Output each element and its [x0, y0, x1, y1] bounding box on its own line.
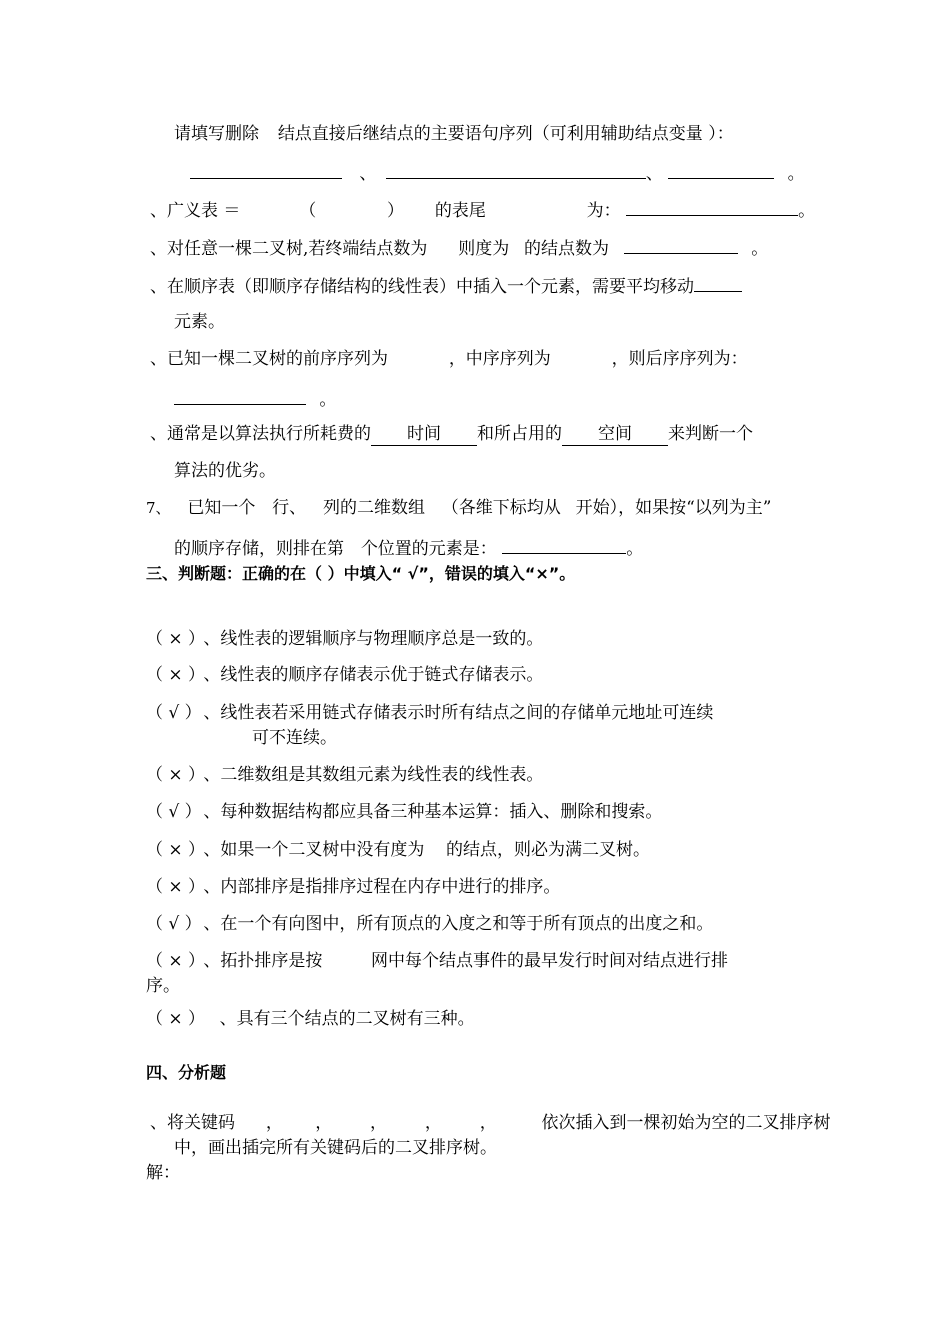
judge-text: 、每种数据结构都应具备三种基本运算：插入、删除和搜索。 [203, 802, 663, 822]
judge-text: 、线性表的顺序存储表示优于链式存储表示。 [203, 665, 544, 685]
answer-time-text: 时间 [407, 424, 441, 444]
judge-item [146, 913, 713, 935]
fill-q5-text-b: ，中序序列为 [448, 349, 551, 369]
judge-text: 、二维数组是其数组元素为线性表的线性表。 [203, 765, 544, 785]
fill-q7-line-2 [174, 535, 643, 560]
judge-text: 、内部排序是指排序过程在内存中进行的排序。 [203, 877, 561, 897]
fill-q7-text-c: 列的二维数组 [322, 498, 425, 518]
judge-mark[interactable]: （ × ） [146, 840, 206, 860]
fill-q3-text-c: 的结点数为 [524, 239, 610, 259]
period: 。 [787, 164, 805, 184]
fill-q6-text-d: 算法的优劣。 [174, 461, 276, 481]
judge-text: 、在一个有向图中，所有顶点的入度之和等于所有顶点的出度之和。 [203, 914, 714, 934]
period: 。 [751, 239, 769, 259]
fill-q4-text-a: 、在顺序表（即顺序存储结构的线性表）中插入一个元素，需要平均移动 [150, 277, 694, 297]
fill-q3-text-b: 则度为 [458, 239, 510, 259]
fill-q4-line [150, 273, 742, 298]
answer-blank-q3[interactable] [624, 235, 738, 254]
judge-mark[interactable]: （ × ） [146, 665, 206, 685]
judge-item-continuation: 序。 [146, 976, 180, 996]
fill-q6-line-2 [174, 460, 276, 482]
answer-blank-2[interactable] [386, 160, 646, 179]
fill-q2-text-d: 的表尾 [434, 201, 486, 221]
analysis-q1-line [150, 1112, 831, 1134]
judge-mark[interactable]: （ √ ） [146, 802, 202, 822]
judge-item [146, 876, 560, 898]
fill-q6-text-a: 、通常是以算法执行所耗费的 [150, 424, 371, 444]
fill-q5-line-2 [174, 386, 336, 411]
answer-space[interactable] [562, 423, 668, 446]
separator: 、 [645, 164, 663, 184]
judge-item [146, 764, 543, 786]
judge-mark[interactable]: （ √ ） [146, 703, 202, 723]
judge-item [146, 664, 543, 686]
fill-q7-text-f: 的顺序存储，则排在第 [174, 539, 344, 559]
fill-q4-line-2 [174, 311, 225, 333]
period: 。 [319, 390, 337, 410]
answer-blank-q7[interactable] [502, 535, 626, 554]
answer-space-text: 空间 [598, 424, 632, 444]
fill-q2-text-a: 、广义表 ＝ [150, 201, 241, 221]
judge-mark[interactable]: （ × ） [146, 1009, 206, 1029]
fill-q5-text-c: ，则后序序列为： [611, 349, 748, 369]
fill-q6-text-b: 和所占用的 [477, 424, 562, 444]
fill-q5-text-a: 、已知一棵二叉树的前序序列为 [150, 349, 388, 369]
judge-text: 、拓扑排序是按 网中每个结点事件的最早发行时间对结点进行排 [203, 951, 729, 971]
fill-q3-line [150, 235, 768, 260]
fill-q2-text-e: 为： [586, 201, 621, 221]
section-analysis-title: 四、分析题 [146, 1063, 227, 1082]
fill-q1-blanks [190, 160, 805, 185]
judge-item [146, 839, 650, 861]
fill-q6-line [150, 423, 753, 446]
judge-item [146, 950, 728, 972]
fill-q5-line [150, 348, 748, 370]
fill-q7-text-d: （各维下标均从 [441, 498, 561, 518]
answer-blank-1[interactable] [190, 160, 342, 179]
judge-mark[interactable]: （ √ ） [146, 914, 202, 934]
separator: 、 [359, 164, 377, 184]
paren-open: （ [299, 201, 317, 221]
analysis-q1-line-2: 中，画出插完所有关键码后的二叉排序树。 [174, 1138, 497, 1158]
paren-close: ） [387, 201, 405, 221]
analysis-q1-commas: ， ， ， ， ， [265, 1113, 497, 1133]
fill-q7-line [146, 497, 772, 519]
judge-mark[interactable]: （ × ） [146, 951, 206, 971]
judge-mark[interactable]: （ × ） [146, 629, 206, 649]
judge-item [146, 801, 662, 823]
judge-mark[interactable]: （ × ） [146, 877, 206, 897]
fill-q1-text-b: 结点直接后继结点的主要语句序列（可利用辅助结点变量 ）： [277, 124, 734, 144]
answer-blank-3[interactable] [668, 160, 774, 179]
fill-q6-text-c: 来判断一个 [668, 424, 753, 444]
judge-item [146, 1008, 475, 1030]
judge-text: 、具有三个结点的二叉树有三种。 [203, 1009, 475, 1029]
answer-blank-q5[interactable] [174, 386, 306, 405]
analysis-q1-text-b: 依次插入到一棵初始为空的二叉排序树 [541, 1113, 831, 1133]
judge-mark[interactable]: （ × ） [146, 765, 206, 785]
fill-q3-text-a: 、对任意一棵二叉树,若终端结点数为 [150, 239, 428, 259]
judge-item [146, 702, 713, 724]
period: 。 [798, 201, 816, 221]
analysis-answer-label: 解： [146, 1163, 180, 1183]
analysis-q1-text-a: 、将关键码 [150, 1113, 235, 1133]
judge-item-continuation: 可不连续。 [252, 728, 337, 748]
fill-q2-line [150, 197, 815, 222]
section-judge-title: 三、判断题：正确的在（ ）中填入“ √”，错误的填入“×”。 [146, 564, 576, 583]
judge-text: 、如果一个二叉树中没有度为 的结点，则必为满二叉树。 [203, 840, 651, 860]
fill-q1-line [174, 123, 734, 145]
period: 。 [626, 539, 644, 559]
answer-time[interactable] [371, 423, 477, 446]
judge-text: 、线性表的逻辑顺序与物理顺序总是一致的。 [203, 629, 544, 649]
fill-q7-text-e: 开始），如果按“以列为主” [575, 498, 772, 518]
fill-q1-text-a: 请填写删除 [174, 124, 259, 144]
fill-q7-text-a: 已知一个 [187, 498, 256, 518]
fill-q7-number: 7、 [146, 499, 171, 517]
fill-q4-text-b: 元素。 [174, 312, 225, 332]
answer-blank-q4[interactable] [694, 273, 742, 292]
fill-q7-text-g: 个位置的元素是： [360, 539, 497, 559]
answer-blank-q2[interactable] [626, 197, 798, 216]
judge-item [146, 628, 543, 650]
fill-q7-text-b: 行、 [272, 498, 307, 518]
judge-text: 、线性表若采用链式存储表示时所有结点之间的存储单元地址可连续 [203, 703, 714, 723]
